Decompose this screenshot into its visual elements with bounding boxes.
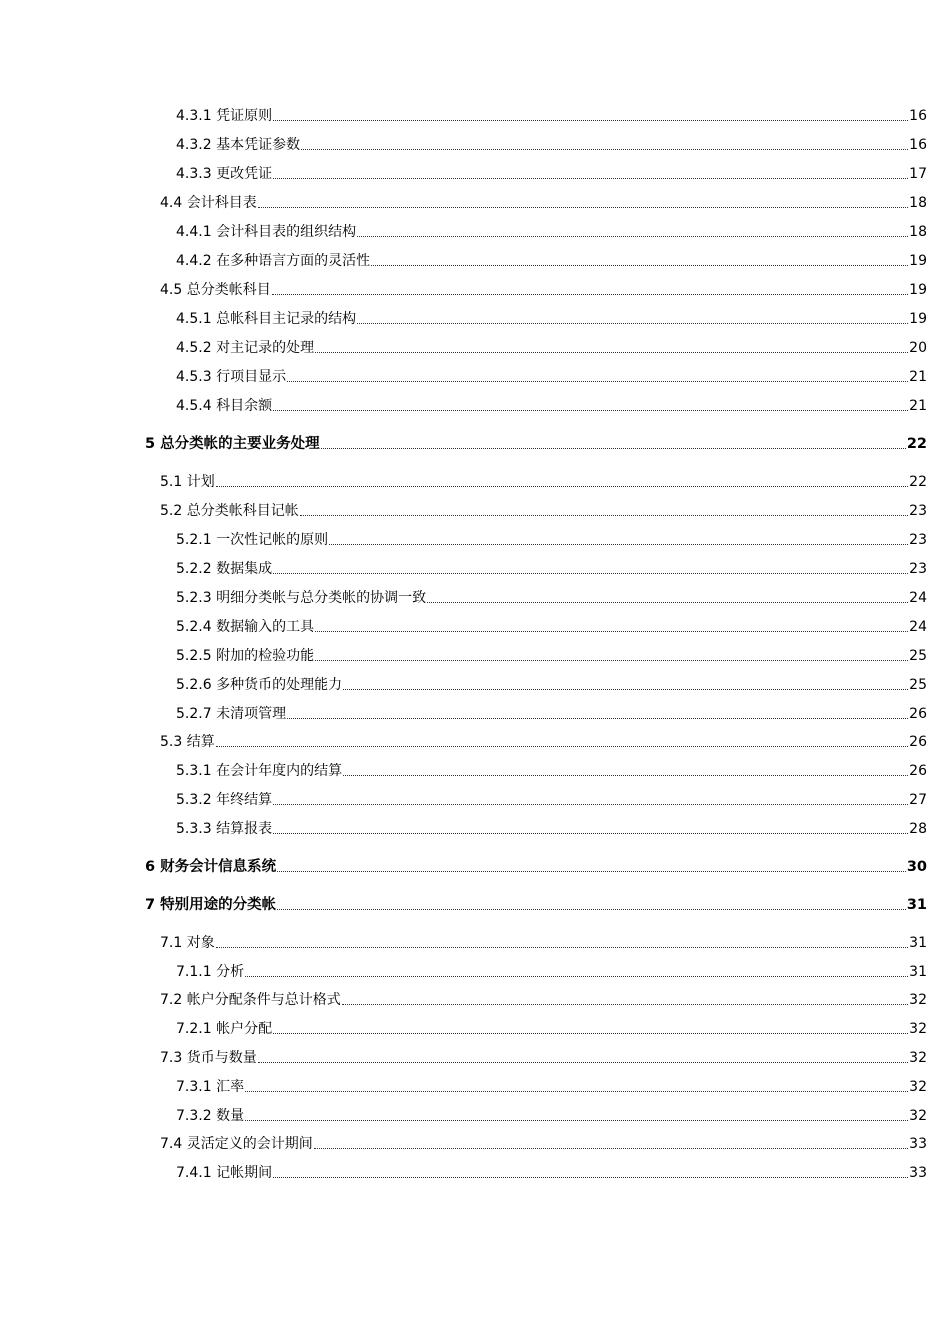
toc-entry[interactable] xyxy=(145,432,927,452)
toc-dot-leader xyxy=(245,1091,908,1092)
toc-entry-title: 5.2.7 未清项管理 xyxy=(176,706,287,722)
toc-entry-page-number: 27 xyxy=(909,792,927,808)
toc-dot-leader xyxy=(273,573,908,574)
toc-entry-page-number: 21 xyxy=(909,369,927,385)
toc-entry[interactable] xyxy=(160,278,927,298)
toc-entry[interactable] xyxy=(176,1161,927,1181)
toc-dot-leader xyxy=(315,352,908,353)
toc-dot-leader xyxy=(272,294,908,295)
toc-entry-title: 4.3.2 基本凭证参数 xyxy=(176,137,301,153)
toc-dot-leader xyxy=(273,833,908,834)
toc-entry-page-number: 22 xyxy=(909,474,927,490)
toc-entry-page-number: 23 xyxy=(909,503,927,519)
toc-entry[interactable] xyxy=(160,191,927,211)
toc-entry-page-number: 25 xyxy=(909,677,927,693)
toc-dot-leader xyxy=(277,871,906,872)
toc-entry[interactable] xyxy=(176,702,927,722)
toc-entry-page-number: 26 xyxy=(909,734,927,750)
toc-entry-title: 6 财务会计信息系统 xyxy=(145,859,277,875)
toc-entry-page-number: 24 xyxy=(909,590,927,606)
toc-entry-title: 7.2.1 帐户分配 xyxy=(176,1021,273,1037)
toc-entry[interactable] xyxy=(176,307,927,327)
toc-entry-title: 7.4.1 记帐期间 xyxy=(176,1165,273,1181)
toc-entry-title: 4.4.1 会计科目表的组织结构 xyxy=(176,224,357,240)
toc-entry-title: 7 特别用途的分类帐 xyxy=(145,897,277,913)
toc-entry-title: 5 总分类帐的主要业务处理 xyxy=(145,436,320,452)
toc-entry[interactable] xyxy=(176,759,927,779)
toc-entry[interactable] xyxy=(176,220,927,240)
toc-entry-page-number: 31 xyxy=(909,964,927,980)
toc-dot-leader xyxy=(371,265,908,266)
toc-entry[interactable] xyxy=(160,470,927,490)
toc-entry[interactable] xyxy=(176,615,927,635)
toc-entry-page-number: 33 xyxy=(909,1136,927,1152)
toc-entry-page-number: 19 xyxy=(909,282,927,298)
toc-entry-title: 7.3.2 数量 xyxy=(176,1108,245,1124)
toc-entry-page-number: 16 xyxy=(909,137,927,153)
toc-entry[interactable] xyxy=(176,960,927,980)
toc-dot-leader xyxy=(315,660,908,661)
toc-entry-title: 5.2.6 多种货币的处理能力 xyxy=(176,677,343,693)
toc-entry-page-number: 32 xyxy=(909,1079,927,1095)
toc-entry-title: 4.5.4 科目余额 xyxy=(176,398,273,414)
toc-entry[interactable] xyxy=(176,1075,927,1095)
toc-entry[interactable] xyxy=(160,931,927,951)
toc-entry-title: 4.3.3 更改凭证 xyxy=(176,166,273,182)
toc-entry[interactable] xyxy=(160,1046,927,1066)
toc-entry-title: 7.3.1 汇率 xyxy=(176,1079,245,1095)
toc-entry-page-number: 30 xyxy=(906,859,927,875)
toc-entry-title: 5.2.4 数据输入的工具 xyxy=(176,619,315,635)
toc-entry[interactable] xyxy=(145,893,927,913)
toc-entry[interactable] xyxy=(176,788,927,808)
toc-entry-page-number: 18 xyxy=(909,195,927,211)
toc-entry-title: 5.2 总分类帐科目记帐 xyxy=(160,503,299,519)
toc-entry[interactable] xyxy=(176,394,927,414)
toc-entry-page-number: 20 xyxy=(909,340,927,356)
toc-dot-leader xyxy=(343,775,908,776)
toc-entry[interactable] xyxy=(176,1017,927,1037)
toc-entry-title: 5.3.1 在会计年度内的结算 xyxy=(176,763,343,779)
toc-entry-title: 5.3 结算 xyxy=(160,734,215,750)
toc-entry-page-number: 16 xyxy=(909,108,927,124)
toc-entry-page-number: 32 xyxy=(909,1108,927,1124)
toc-entry[interactable] xyxy=(176,365,927,385)
toc-entry-title: 7.3 货币与数量 xyxy=(160,1050,257,1066)
toc-entry-title: 4.5.3 行项目显示 xyxy=(176,369,287,385)
toc-entry-page-number: 21 xyxy=(909,398,927,414)
toc-entry-title: 5.1 计划 xyxy=(160,474,215,490)
toc-dot-leader xyxy=(427,602,908,603)
toc-entry[interactable] xyxy=(145,855,927,875)
toc-entry[interactable] xyxy=(176,133,927,153)
toc-entry-page-number: 23 xyxy=(909,532,927,548)
toc-entry-page-number: 26 xyxy=(909,706,927,722)
toc-entry-page-number: 19 xyxy=(909,253,927,269)
toc-entry-title: 7.1 对象 xyxy=(160,935,215,951)
toc-entry-page-number: 32 xyxy=(909,1021,927,1037)
toc-entry-title: 4.4 会计科目表 xyxy=(160,195,257,211)
toc-entry[interactable] xyxy=(176,1104,927,1124)
toc-entry-title: 5.2.2 数据集成 xyxy=(176,561,273,577)
toc-entry-page-number: 18 xyxy=(909,224,927,240)
toc-dot-leader xyxy=(245,1120,908,1121)
toc-entry[interactable] xyxy=(176,528,927,548)
toc-entry[interactable] xyxy=(176,557,927,577)
toc-entry-title: 4.3.1 凭证原则 xyxy=(176,108,273,124)
toc-entry-page-number: 24 xyxy=(909,619,927,635)
toc-entry-title: 5.3.3 结算报表 xyxy=(176,821,273,837)
toc-entry-title: 7.4 灵活定义的会计期间 xyxy=(160,1136,313,1152)
toc-entry-page-number: 17 xyxy=(909,166,927,182)
toc-dot-leader xyxy=(343,689,908,690)
toc-entry[interactable] xyxy=(160,730,927,750)
toc-dot-leader xyxy=(216,486,908,487)
toc-entry-title: 5.3.2 年终结算 xyxy=(176,792,273,808)
toc-dot-leader xyxy=(245,976,908,977)
toc-dot-leader xyxy=(300,515,908,516)
toc-entry-title: 4.4.2 在多种语言方面的灵活性 xyxy=(176,253,371,269)
toc-dot-leader xyxy=(314,1148,908,1149)
toc-entry-page-number: 19 xyxy=(909,311,927,327)
toc-entry[interactable] xyxy=(176,336,927,356)
toc-dot-leader xyxy=(273,178,908,179)
toc-dot-leader xyxy=(216,746,908,747)
toc-entry[interactable] xyxy=(176,249,927,269)
toc-entry[interactable] xyxy=(160,499,927,519)
toc-dot-leader xyxy=(357,236,908,237)
toc-dot-leader xyxy=(273,804,908,805)
toc-entry-title: 5.2.3 明细分类帐与总分类帐的协调一致 xyxy=(176,590,427,606)
toc-entry-page-number: 31 xyxy=(909,935,927,951)
toc-entry-page-number: 31 xyxy=(906,897,927,913)
toc-dot-leader xyxy=(357,323,908,324)
toc-entry-page-number: 22 xyxy=(906,436,927,452)
toc-dot-leader xyxy=(287,718,908,719)
toc-entry-title: 5.2.5 附加的检验功能 xyxy=(176,648,315,664)
toc-entry[interactable] xyxy=(160,988,927,1008)
toc-entry-page-number: 32 xyxy=(909,1050,927,1066)
toc-dot-leader xyxy=(287,381,908,382)
toc-entry-page-number: 33 xyxy=(909,1165,927,1181)
toc-dot-leader xyxy=(258,207,908,208)
toc-dot-leader xyxy=(277,909,906,910)
toc-entry[interactable] xyxy=(176,673,927,693)
toc-entry-title: 7.1.1 分析 xyxy=(176,964,245,980)
toc-entry[interactable] xyxy=(160,1132,927,1152)
toc-entry-title: 7.2 帐户分配条件与总计格式 xyxy=(160,992,341,1008)
toc-entry-page-number: 25 xyxy=(909,648,927,664)
toc-entry-page-number: 26 xyxy=(909,763,927,779)
toc-dot-leader xyxy=(216,947,908,948)
toc-entry-title: 4.5 总分类帐科目 xyxy=(160,282,271,298)
toc-entry-title: 4.5.2 对主记录的处理 xyxy=(176,340,315,356)
toc-dot-leader xyxy=(329,544,908,545)
toc-entry-title: 5.2.1 一次性记帐的原则 xyxy=(176,532,329,548)
toc-dot-leader xyxy=(273,1177,908,1178)
toc-entry[interactable] xyxy=(176,817,927,837)
toc-dot-leader xyxy=(258,1062,908,1063)
toc-entry[interactable] xyxy=(176,586,927,606)
toc-entry-page-number: 23 xyxy=(909,561,927,577)
toc-dot-leader xyxy=(301,149,908,150)
toc-dot-leader xyxy=(315,631,908,632)
toc-entry-page-number: 28 xyxy=(909,821,927,837)
toc-dot-leader xyxy=(342,1004,908,1005)
toc-dot-leader xyxy=(273,1033,908,1034)
toc-entry[interactable] xyxy=(176,162,927,182)
toc-entry-page-number: 32 xyxy=(909,992,927,1008)
toc-entry[interactable] xyxy=(176,104,927,124)
toc-dot-leader xyxy=(273,410,908,411)
toc-dot-leader xyxy=(321,448,906,449)
toc-entry[interactable] xyxy=(176,644,927,664)
toc-entry-title: 4.5.1 总帐科目主记录的结构 xyxy=(176,311,357,327)
toc-dot-leader xyxy=(273,120,908,121)
